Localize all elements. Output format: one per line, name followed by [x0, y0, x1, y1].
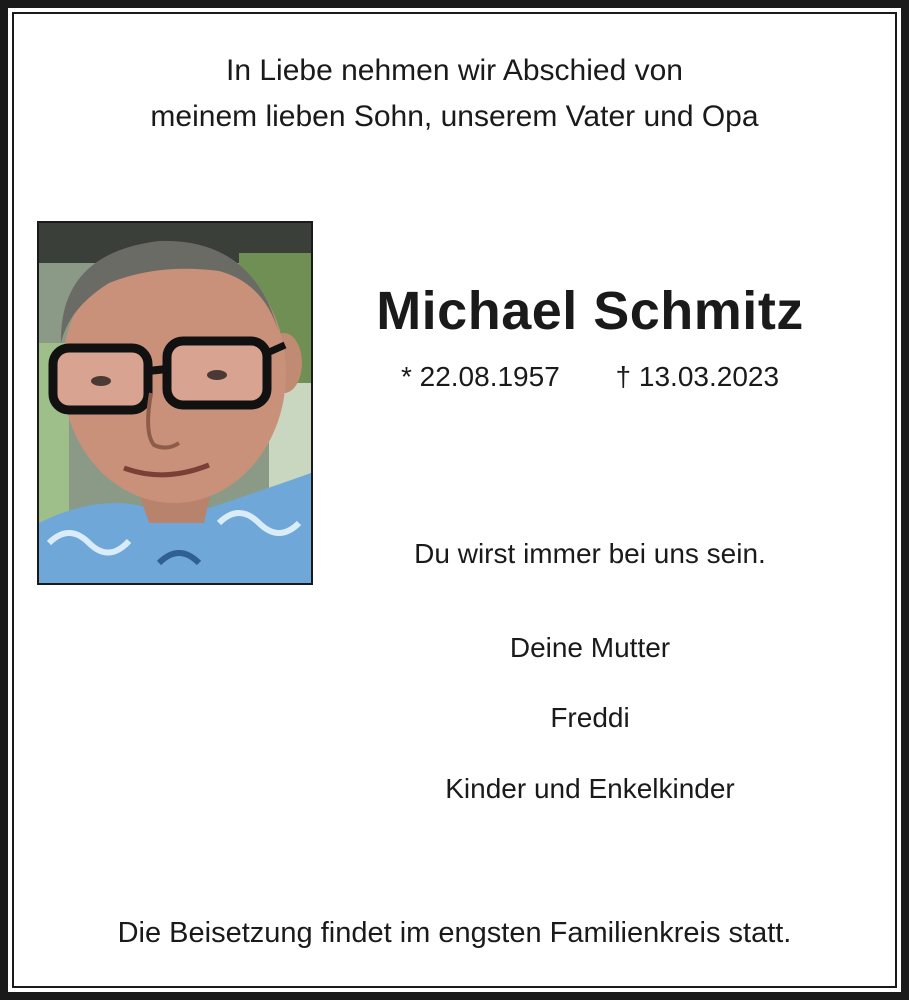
funeral-note: Die Beisetzung findet im engsten Familienkreis statt.	[117, 917, 792, 949]
motto-text: Du wirst immer bei uns sein.	[414, 538, 766, 569]
death-date-group	[616, 358, 780, 396]
signer-freddi: Freddi	[550, 702, 630, 733]
cross-icon: †	[615, 361, 632, 392]
signer-children: Kinder und Enkelkinder	[445, 773, 735, 804]
intro-text	[0, 48, 909, 140]
birth-symbol: *	[400, 361, 412, 392]
birth-date-group	[401, 358, 560, 396]
deceased-name: Michael Schmitz	[376, 281, 804, 341]
signer-mother: Deine Mutter	[509, 632, 671, 663]
portrait-photo	[37, 221, 313, 585]
life-dates	[330, 358, 850, 396]
death-date: 13.03.2023	[638, 361, 780, 392]
intro-line-1: In Liebe nehmen wir Abschied von	[226, 54, 683, 87]
birth-date: 22.08.1957	[419, 361, 560, 392]
intro-line-2: meinem lieben Sohn, unserem Vater und Opa	[150, 100, 759, 133]
